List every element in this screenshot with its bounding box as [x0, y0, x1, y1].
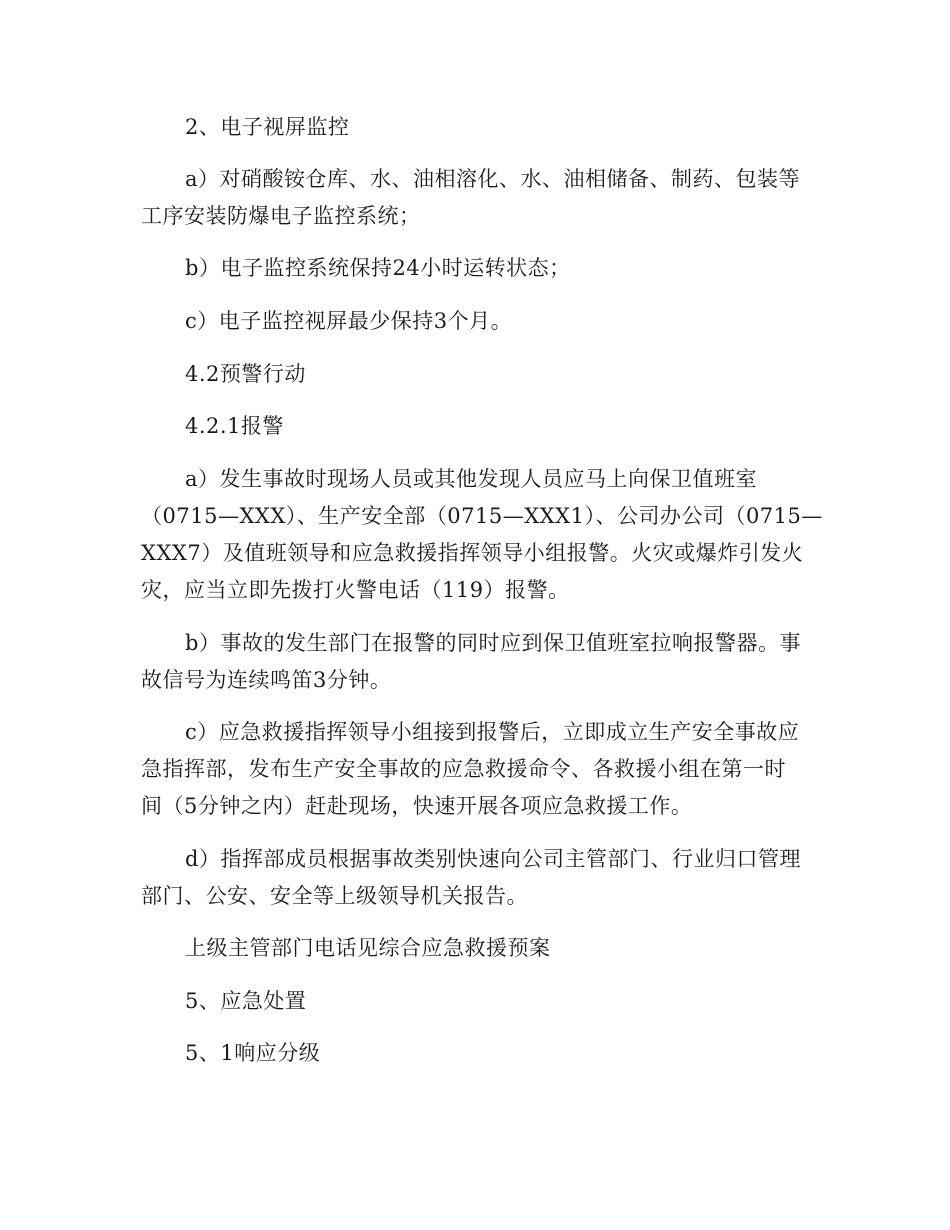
paragraph-monitoring-retention — [141, 303, 811, 340]
section-heading-warning-actions — [141, 356, 811, 393]
text-line: 部门、公安、安全等上级领导机关报告。 — [141, 884, 528, 908]
text-line: b）事故的发生部门在报警的同时应到保卫值班室拉响报警器。事 — [185, 631, 801, 655]
text-line: 间（5分钟之内）赶赴现场，快速开展各项应急救援工作。 — [141, 794, 693, 818]
text-line: d）指挥部成员根据事故类别快速向公司主管部门、行业归口管理 — [185, 847, 801, 871]
text-line: 灾，应当立即先拨打火警电话（119）报警。 — [141, 578, 570, 602]
text-line: c）电子监控视屏最少保持3个月。 — [185, 309, 513, 333]
paragraph-monitoring-24h — [141, 250, 811, 287]
text-line: 4.2预警行动 — [185, 362, 306, 386]
paragraph-report-authorities — [141, 841, 811, 915]
paragraph-command-setup — [141, 714, 811, 825]
paragraph-monitoring-install — [141, 161, 811, 235]
text-line: 5、1响应分级 — [185, 1041, 321, 1065]
text-line: 故信号为连续鸣笛3分钟。 — [141, 668, 392, 692]
text-line: 工序安装防爆电子监控系统； — [141, 204, 421, 228]
section-heading-response-levels — [141, 1035, 811, 1072]
text-line: 4.2.1报警 — [185, 414, 284, 438]
paragraph-alarm-report — [141, 461, 823, 609]
text-line: （0715—XXX）、生产安全部（0715—XXX1）、公司办公司（0715— — [141, 504, 823, 528]
text-line: 上级主管部门电话见综合应急救援预案 — [185, 936, 551, 960]
text-line: a）对硝酸铵仓库、水、油相溶化、水、油相储备、制药、包装等 — [185, 167, 801, 191]
section-heading-emergency-response — [141, 983, 811, 1020]
text-line: 5、应急处置 — [185, 989, 307, 1013]
paragraph-phone-reference — [141, 930, 811, 967]
text-line: b）电子监控系统保持24小时运转状态； — [185, 256, 571, 280]
text-line: 2、电子视屏监控 — [185, 115, 350, 139]
text-line: XXX7）及值班领导和应急救援指挥领导小组报警。火灾或爆炸引发火 — [141, 541, 804, 565]
text-line: a）发生事故时现场人员或其他发现人员应马上向保卫值班室 — [185, 467, 758, 491]
section-heading-alarm — [141, 408, 811, 445]
text-line: c）应急救援指挥领导小组接到报警后，立即成立生产安全事故应 — [185, 720, 800, 744]
paragraph-alarm-siren — [141, 625, 811, 699]
section-heading-video-monitoring — [141, 109, 811, 146]
text-line: 急指挥部，发布生产安全事故的应急救援命令、各救援小组在第一时 — [141, 757, 786, 781]
